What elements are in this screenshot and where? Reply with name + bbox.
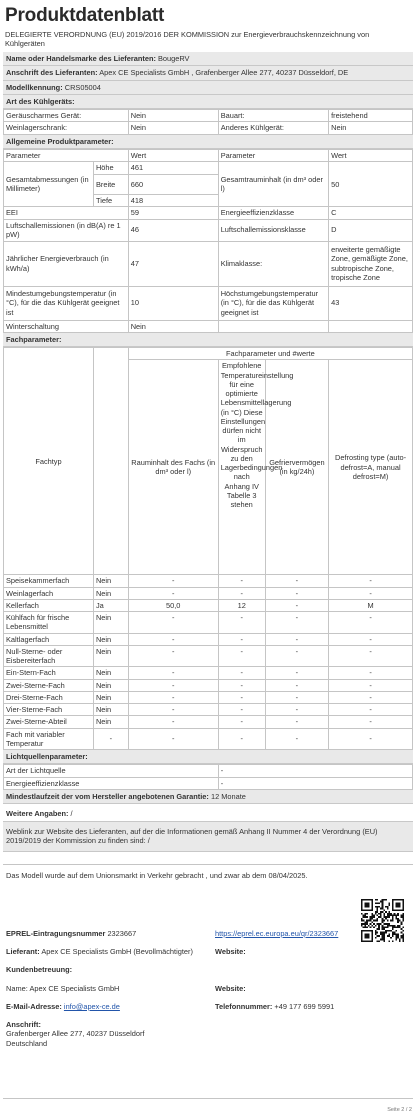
fach-name: Speisekammerfach bbox=[4, 575, 94, 587]
supplier-address-label: Anschrift des Lieferanten: bbox=[6, 68, 98, 78]
table-row bbox=[4, 691, 413, 703]
anschrift-line-2: Deutschland bbox=[6, 1038, 48, 1048]
empty-cell bbox=[93, 348, 128, 575]
fach-name: Fach mit variabler Temperatur bbox=[4, 728, 94, 750]
weblink-row bbox=[3, 822, 413, 852]
fach-volume: - bbox=[128, 716, 218, 728]
param-label: EEI bbox=[4, 207, 129, 219]
table-row bbox=[4, 320, 413, 332]
winter-value: Nein bbox=[128, 320, 218, 332]
phone-value: +49 177 699 5991 bbox=[274, 1001, 335, 1011]
fach-freezing: - bbox=[265, 599, 328, 611]
param-label: Luftschallemissionen (in dB(A) re 1 pW) bbox=[4, 219, 129, 241]
param-label: Jährlicher Energieverbrauch (in kWh/a) bbox=[4, 241, 129, 286]
volume-value: 50 bbox=[329, 162, 413, 207]
eprel-label: EPREL-Eintragungsnummer bbox=[6, 928, 106, 938]
fach-freezing: - bbox=[265, 679, 328, 691]
param-value: C bbox=[329, 207, 413, 219]
warranty-value: 12 Monate bbox=[210, 791, 246, 801]
kundenbetreuung-label: Kundenbetreuung: bbox=[6, 965, 73, 975]
winter-label: Winterschaltung bbox=[4, 320, 129, 332]
light-class-label: Energieeffizienzklasse bbox=[4, 777, 219, 789]
supplier-name-label: Name oder Handelsmarke des Lieferanten: bbox=[6, 54, 156, 63]
supplier-address-row bbox=[3, 66, 413, 80]
column-header: Wert bbox=[329, 149, 413, 161]
fach-group-header: Fachparameter und #werte bbox=[128, 348, 412, 360]
table-row bbox=[4, 728, 413, 750]
fach-temperature: - bbox=[218, 691, 265, 703]
table-row bbox=[4, 704, 413, 716]
fach-freezing: - bbox=[265, 633, 328, 645]
fach-present: Nein bbox=[93, 691, 128, 703]
fach-present: Nein bbox=[93, 612, 128, 634]
kind-label: Art des Kühlgeräts: bbox=[6, 96, 75, 106]
anschrift-line-1: Grafenberger Allee 277, 40237 Düsseldorf bbox=[6, 1029, 145, 1039]
further-info-label: Weitere Angaben: bbox=[6, 809, 69, 818]
fach-name: Vier-Sterne-Fach bbox=[4, 704, 94, 716]
fach-defrost: - bbox=[329, 587, 413, 599]
contact-name-label: Name: bbox=[6, 983, 28, 993]
fach-volume: - bbox=[128, 612, 218, 634]
depth-value: 418 bbox=[128, 195, 218, 207]
regulation-subtitle: DELEGIERTE VERORDNUNG (EU) 2019/2016 DER KOMMISSION zur Energieverbrauchskennzeichnung von Kühlgeräten bbox=[5, 29, 370, 49]
table-row bbox=[4, 241, 413, 286]
fach-volume: - bbox=[128, 679, 218, 691]
height-label: Höhe bbox=[93, 162, 128, 175]
contact-name-value: Apex CE Specialists GmbH bbox=[29, 983, 120, 993]
param-label: Klimaklasse: bbox=[218, 241, 328, 286]
param-value: D bbox=[329, 219, 413, 241]
weblink-value: / bbox=[147, 836, 150, 846]
fach-present: - bbox=[93, 728, 128, 750]
param-value: 43 bbox=[329, 286, 413, 320]
table-row bbox=[4, 645, 413, 667]
fach-temperature: - bbox=[218, 587, 265, 599]
warranty-label: Mindestlaufzeit der vom Hersteller angebotenen Garantie: bbox=[6, 791, 209, 801]
fach-present: Nein bbox=[93, 716, 128, 728]
general-parameters-table bbox=[3, 149, 413, 333]
fach-freezing: - bbox=[265, 575, 328, 587]
eprel-link[interactable]: https://eprel.ec.europa.eu/qr/2323667 bbox=[215, 928, 339, 938]
supplier-address-value: Apex CE Specialists GmbH , Grafenberger Allee 277, 40237 Düsseldorf, DE bbox=[99, 68, 349, 78]
kind-cell-value: Nein bbox=[128, 110, 218, 122]
width-value: 660 bbox=[128, 175, 218, 195]
empty-cell bbox=[218, 320, 328, 332]
volume-label: Gesamtrauminhalt (in dm³ oder l) bbox=[218, 162, 328, 207]
fach-volume: - bbox=[128, 691, 218, 703]
fach-name: Zwei-Sterne-Abteil bbox=[4, 716, 94, 728]
market-text: Das Modell wurde auf dem Unionsmarkt in Verkehr gebracht , und zwar ab dem 08/04/2025. bbox=[6, 870, 308, 880]
table-row bbox=[4, 110, 413, 122]
fachtyp-header: Fachtyp bbox=[4, 348, 94, 575]
fach-defrost: - bbox=[329, 633, 413, 645]
dimensions-label: Gesamtabmessungen (in Millimeter) bbox=[4, 162, 94, 207]
anschrift-block bbox=[6, 1020, 410, 1048]
eprel-row bbox=[6, 929, 410, 938]
kind-cell-label: Anderes Kühlgerät: bbox=[218, 122, 328, 134]
lieferant-value: Apex CE Specialists GmbH (Bevollmächtigter) bbox=[41, 947, 193, 956]
fach-name: Kaltlagerfach bbox=[4, 633, 94, 645]
contact-email-row bbox=[6, 1002, 410, 1011]
fach-freezing: - bbox=[265, 612, 328, 634]
fach-present: Nein bbox=[93, 575, 128, 587]
fach-label: Fachparameter: bbox=[6, 334, 62, 344]
qr-code-icon[interactable] bbox=[361, 899, 404, 942]
fach-volume: - bbox=[128, 728, 218, 750]
page-title: Produktdatenblatt bbox=[5, 5, 165, 26]
fach-temperature: - bbox=[218, 704, 265, 716]
fach-defrost: - bbox=[329, 716, 413, 728]
table-row bbox=[4, 207, 413, 219]
fach-defrost: - bbox=[329, 667, 413, 679]
fach-freezing: - bbox=[265, 691, 328, 703]
temperature-column-header: Empfohlene Temperatureinstellung für eine optimierte Lebensmittellagerung (in °C) Diese Einstellungen dürfen nicht im Widerspruch zu den Lagerbedingungen nach Anhang IV Tabelle 3 stehen bbox=[218, 360, 265, 575]
table-row bbox=[4, 587, 413, 599]
empty-cell bbox=[329, 320, 413, 332]
light-type-value: - bbox=[218, 765, 412, 777]
param-label: Höchstumgebungstemperatur (in °C), für die das Kühlgerät geeignet ist bbox=[218, 286, 328, 320]
fach-present: Nein bbox=[93, 645, 128, 667]
kind-cell-label: Weinlagerschrank: bbox=[4, 122, 129, 134]
fach-defrost: - bbox=[329, 612, 413, 634]
fach-temperature: 12 bbox=[218, 599, 265, 611]
table-row bbox=[4, 219, 413, 241]
fach-defrost: - bbox=[329, 575, 413, 587]
defrost-column-header: Defrosting type (auto-defrost=A, manual defrost=M) bbox=[329, 360, 413, 575]
weblink-text: Weblink zur Website des Lieferanten, auf der die Informationen gemäß Anhang II Nummer 4 der Verordnung (EU) 2019/2019 der Kommission zu finden sind: bbox=[6, 827, 378, 846]
phone-label: Telefonnummer: bbox=[215, 1001, 273, 1011]
light-class-value: - bbox=[218, 777, 412, 789]
eprel-number: 2323667 bbox=[107, 928, 137, 938]
kind-cell-value: Nein bbox=[128, 122, 218, 134]
light-table bbox=[3, 764, 413, 790]
fach-freezing: - bbox=[265, 716, 328, 728]
table-row bbox=[4, 633, 413, 645]
kind-section-header bbox=[3, 95, 413, 109]
fach-present: Nein bbox=[93, 587, 128, 599]
fach-volume: - bbox=[128, 645, 218, 667]
fach-temperature: - bbox=[218, 575, 265, 587]
fach-temperature: - bbox=[218, 633, 265, 645]
width-label: Breite bbox=[93, 175, 128, 195]
fach-present: Nein bbox=[93, 633, 128, 645]
freezing-column-header: Gefriervermögen (in kg/24h) bbox=[265, 360, 328, 575]
fach-temperature: - bbox=[218, 645, 265, 667]
fach-volume: - bbox=[128, 704, 218, 716]
table-row bbox=[4, 575, 413, 587]
lieferant-label: Lieferant: bbox=[6, 947, 40, 956]
table-row bbox=[4, 286, 413, 320]
param-label: Mindestumgebungstemperatur (in °C), für die das Kühlgerät geeignet ist bbox=[4, 286, 129, 320]
eprel-section bbox=[3, 864, 413, 1099]
website-label: Website: bbox=[215, 947, 246, 956]
fach-volume: - bbox=[128, 587, 218, 599]
model-label: Modellkennung: bbox=[6, 82, 63, 92]
fach-defrost: - bbox=[329, 728, 413, 750]
page-number: Seite 2 / 2 bbox=[387, 1107, 412, 1114]
fach-defrost: - bbox=[329, 645, 413, 667]
table-row bbox=[4, 667, 413, 679]
kind-table bbox=[3, 109, 413, 135]
further-info-value: / bbox=[70, 809, 73, 818]
fach-name: Drei-Sterne-Fach bbox=[4, 691, 94, 703]
param-value: 10 bbox=[128, 286, 218, 320]
fach-volume: - bbox=[128, 667, 218, 679]
fach-name: Ein-Stern-Fach bbox=[4, 667, 94, 679]
general-label: Allgemeine Produktparameter: bbox=[6, 136, 114, 146]
fach-present: Nein bbox=[93, 667, 128, 679]
fach-name: Kellerfach bbox=[4, 599, 94, 611]
table-header-row bbox=[4, 348, 413, 360]
website2-label: Website: bbox=[215, 983, 246, 993]
table-row bbox=[4, 122, 413, 134]
fach-freezing: - bbox=[265, 704, 328, 716]
param-label: Luftschallemissionsklasse bbox=[218, 219, 328, 241]
fach-name: Null-Sterne- oder Eisbereiterfach bbox=[4, 645, 94, 667]
fach-volume: - bbox=[128, 575, 218, 587]
fach-name: Weinlagerfach bbox=[4, 587, 94, 599]
fach-volume: - bbox=[128, 633, 218, 645]
kind-cell-label: Bauart: bbox=[218, 110, 328, 122]
supplier-name-row bbox=[3, 52, 413, 66]
email-link[interactable]: info@apex-ce.de bbox=[63, 1001, 120, 1011]
fach-temperature: - bbox=[218, 728, 265, 750]
table-row bbox=[4, 777, 413, 789]
depth-label: Tiefe bbox=[93, 195, 128, 207]
fach-freezing: - bbox=[265, 587, 328, 599]
general-section-header bbox=[3, 135, 413, 149]
param-value: 47 bbox=[128, 241, 218, 286]
compartment-table bbox=[3, 347, 413, 750]
column-header: Parameter bbox=[4, 149, 129, 161]
table-row bbox=[4, 162, 413, 175]
table-row bbox=[4, 765, 413, 777]
light-label: Lichtquellenparameter: bbox=[6, 752, 88, 761]
fach-temperature: - bbox=[218, 612, 265, 634]
table-row bbox=[4, 716, 413, 728]
fach-temperature: - bbox=[218, 667, 265, 679]
fach-defrost: M bbox=[329, 599, 413, 611]
kind-cell-label: Geräuscharmes Gerät: bbox=[4, 110, 129, 122]
fach-temperature: - bbox=[218, 679, 265, 691]
param-value: erweiterte gemäßigte Zone, gemäßigte Zone, subtropische Zone, tropische Zone bbox=[329, 241, 413, 286]
fach-present: Nein bbox=[93, 704, 128, 716]
model-row bbox=[3, 81, 413, 95]
datasheet-page bbox=[3, 0, 413, 1099]
email-label: E-Mail-Adresse: bbox=[6, 1001, 62, 1011]
param-value: 46 bbox=[128, 219, 218, 241]
further-info-row bbox=[3, 804, 413, 822]
supplier-name-value: BougeRV bbox=[157, 54, 190, 63]
table-header-row bbox=[4, 149, 413, 161]
kind-cell-value: Nein bbox=[329, 122, 413, 134]
fach-temperature: - bbox=[218, 716, 265, 728]
fach-section-header bbox=[3, 333, 413, 347]
height-value: 461 bbox=[128, 162, 218, 175]
customer-service-row bbox=[6, 965, 410, 974]
param-label: Energieeffizienzklasse bbox=[218, 207, 328, 219]
fach-present: Nein bbox=[93, 679, 128, 691]
table-row bbox=[4, 599, 413, 611]
fach-present: Ja bbox=[93, 599, 128, 611]
volume-column-header: Rauminhalt des Fachs (in dm³ oder l) bbox=[128, 360, 218, 575]
fach-freezing: - bbox=[265, 728, 328, 750]
table-row bbox=[4, 612, 413, 634]
column-header: Wert bbox=[128, 149, 218, 161]
table-row bbox=[4, 679, 413, 691]
fach-freezing: - bbox=[265, 667, 328, 679]
anschrift-label: Anschrift: bbox=[6, 1020, 41, 1029]
contact-name-row bbox=[6, 984, 410, 993]
kind-cell-value: freistehend bbox=[329, 110, 413, 122]
column-header: Parameter bbox=[218, 149, 328, 161]
param-value: 59 bbox=[128, 207, 218, 219]
fach-name: Kühlfach für frische Lebensmittel bbox=[4, 612, 94, 634]
supplier-row bbox=[6, 947, 410, 956]
light-type-label: Art der Lichtquelle bbox=[4, 765, 219, 777]
fach-defrost: - bbox=[329, 691, 413, 703]
fach-volume: 50,0 bbox=[128, 599, 218, 611]
fach-freezing: - bbox=[265, 645, 328, 667]
light-section-header bbox=[3, 750, 413, 764]
model-value: CRS05004 bbox=[64, 82, 101, 92]
fach-name: Zwei-Sterne-Fach bbox=[4, 679, 94, 691]
fach-defrost: - bbox=[329, 704, 413, 716]
fach-defrost: - bbox=[329, 679, 413, 691]
warranty-row bbox=[3, 790, 413, 804]
